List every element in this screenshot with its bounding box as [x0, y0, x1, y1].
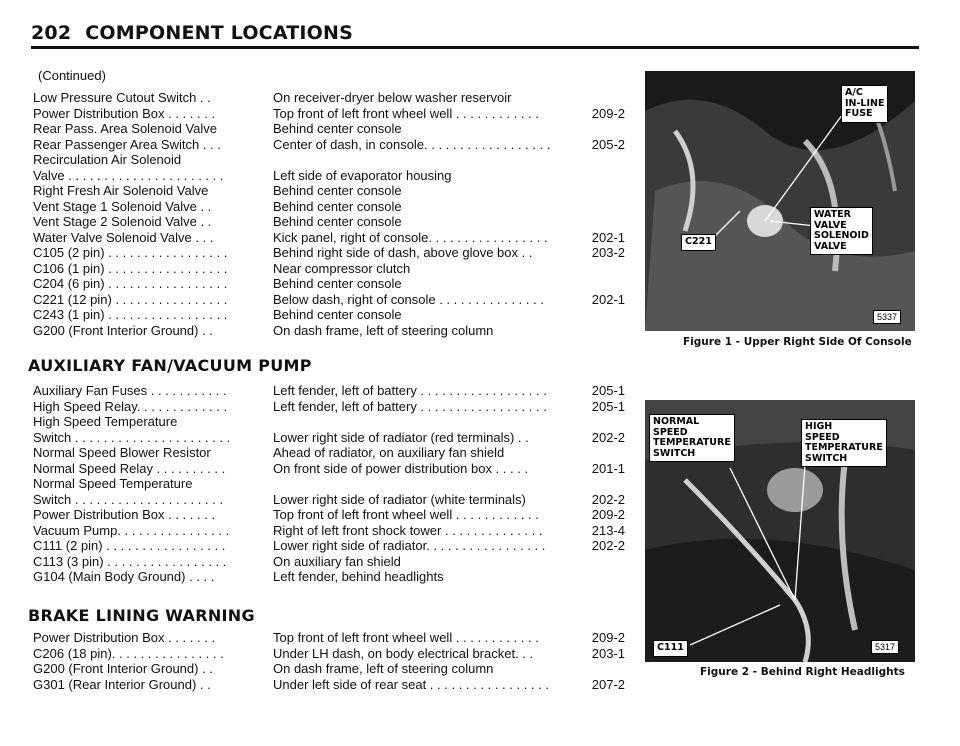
page-reference: [565, 90, 625, 106]
component-name: C113 (3 pin) . . . . . . . . . . . . . . . . .: [33, 553, 227, 569]
component-location: Below dash, right of console . . . . . . . . . . . . . . .: [273, 291, 544, 307]
table-row: [33, 661, 633, 677]
component-location: On front side of power distribution box . . . . .: [273, 460, 529, 476]
component-name: Normal Speed Blower Resistor: [33, 445, 211, 460]
table-row: [33, 230, 633, 246]
table-row: [33, 323, 633, 339]
page-reference: [565, 152, 625, 168]
component-name: C221 (12 pin) . . . . . . . . . . . . . . . .: [33, 291, 228, 307]
table-row: [33, 399, 633, 415]
section-brake-lining: [33, 630, 633, 692]
component-name: G301 (Rear Interior Ground) . .: [33, 676, 211, 692]
page-reference: [565, 307, 625, 323]
page-reference: 209-2: [591, 105, 625, 121]
figure-1-caption: Figure 1 - Upper Right Side Of Console: [683, 336, 912, 348]
component-location: Behind right side of dash, above glove box . .: [273, 245, 533, 260]
callout-c111: C111: [653, 640, 688, 657]
table-row: [33, 646, 633, 662]
component-name: Switch . . . . . . . . . . . . . . . . . . . . . .: [33, 429, 231, 445]
component-name: High Speed Relay. . . . . . . . . . . . .: [33, 398, 228, 414]
figure-2-photo: [645, 400, 915, 662]
table-row: [33, 445, 633, 461]
component-location: On receiver-dryer below washer reservoir: [273, 90, 512, 105]
figure-1-photo: [645, 71, 915, 331]
callout-high-speed-temp-switch: HIGH SPEED TEMPERATURE SWITCH: [801, 419, 887, 467]
component-location: Left side of evaporator housing: [273, 167, 452, 183]
component-location: Lower right side of radiator (red terminals) . .: [273, 429, 529, 445]
component-location: Top front of left front wheel well . . . . . . . . . . . .: [273, 105, 539, 121]
component-location: Near compressor clutch: [273, 260, 411, 276]
figure-1-image-number: 5337: [873, 310, 901, 324]
table-row: [33, 261, 633, 277]
table-row: [33, 414, 633, 430]
component-name: Recirculation Air Solenoid: [33, 152, 182, 167]
page-reference: [565, 183, 625, 199]
page-header: [31, 22, 919, 49]
component-location: On dash frame, left of steering column: [273, 322, 494, 338]
page-reference: [565, 199, 625, 215]
component-name: C206 (18 pin). . . . . . . . . . . . . . . .: [33, 645, 224, 661]
page-reference: 202-1: [591, 229, 625, 245]
component-name: Power Distribution Box . . . . . . .: [33, 105, 216, 121]
page-reference: 209-2: [591, 630, 625, 645]
page-reference: 207-2: [591, 676, 625, 692]
component-name: C111 (2 pin) . . . . . . . . . . . . . . . . .: [33, 538, 226, 553]
component-location: Ahead of radiator, on auxiliary fan shield: [273, 445, 505, 460]
continued-label: (Continued): [38, 68, 106, 83]
callout-water-valve-solenoid: WATER VALVE SOLENOID VALVE: [810, 207, 873, 255]
table-row: [33, 507, 633, 523]
table-row: [33, 461, 633, 477]
component-location: [273, 152, 565, 168]
component-location: Top front of left front wheel well . . . . . . . . . . . .: [273, 630, 539, 645]
table-row: [33, 106, 633, 122]
section-auxiliary-fan: [33, 383, 633, 585]
table-row: [33, 90, 633, 106]
component-location: Center of dash, in console. . . . . . . . . . . . . . . . . .: [273, 136, 551, 152]
component-name: Vent Stage 1 Solenoid Valve . .: [33, 198, 212, 214]
component-name: Switch . . . . . . . . . . . . . . . . . . . . .: [33, 491, 223, 507]
section-continued: [33, 90, 633, 338]
table-row: [33, 276, 633, 292]
table-row: [33, 383, 633, 399]
page-reference: 205-2: [591, 136, 625, 152]
table-row: [33, 476, 633, 492]
component-location: Behind center console: [273, 121, 402, 136]
page-reference: [565, 445, 625, 461]
page-reference: [565, 121, 625, 137]
component-location: Lower right side of radiator. . . . . . . . . . . . . . . . .: [273, 538, 546, 553]
table-row: [33, 121, 633, 137]
page-reference: [565, 554, 625, 570]
component-location: [273, 414, 565, 430]
table-row: [33, 152, 633, 168]
callout-c221: C221: [681, 234, 716, 251]
table-row: [33, 492, 633, 508]
page-reference: [565, 476, 625, 492]
page-reference: [565, 661, 625, 677]
table-row: [33, 168, 633, 184]
component-name: Vacuum Pump. . . . . . . . . . . . . . . .: [33, 522, 230, 538]
page-reference: 209-2: [591, 507, 625, 522]
table-row: [33, 538, 633, 554]
component-name: Right Fresh Air Solenoid Valve: [33, 183, 209, 198]
component-location: On auxiliary fan shield: [273, 553, 401, 569]
page-reference: 203-1: [591, 645, 625, 661]
component-location: Behind center console: [273, 307, 402, 322]
component-name: Normal Speed Relay . . . . . . . . . .: [33, 460, 226, 476]
component-location: Behind center console: [273, 198, 402, 214]
figure-2-caption: Figure 2 - Behind Right Headlights: [700, 666, 905, 678]
component-location: Top front of left front wheel well . . . . . . . . . . . .: [273, 507, 539, 522]
component-name: G104 (Main Body Ground) . . . .: [33, 569, 215, 584]
component-location: Left fender, left of battery . . . . . . . . . . . . . . . . . .: [273, 398, 547, 414]
table-row: [33, 630, 633, 646]
page-reference: [565, 276, 625, 292]
table-row: [33, 137, 633, 153]
table-row: [33, 677, 633, 693]
component-location: Behind center console: [273, 276, 402, 291]
page-reference: 213-4: [591, 522, 625, 538]
table-row: [33, 430, 633, 446]
page-reference: 202-2: [591, 491, 625, 507]
page-reference: 202-1: [591, 291, 625, 307]
table-row: [33, 307, 633, 323]
section-title-brake-lining: BRAKE LINING WARNING: [28, 606, 255, 625]
page-reference: [565, 168, 625, 184]
component-name: G200 (Front Interior Ground) . .: [33, 661, 213, 676]
page-reference: 201-1: [591, 460, 625, 476]
page-reference: 202-2: [591, 429, 625, 445]
component-location: On dash frame, left of steering column: [273, 661, 494, 676]
table-row: [33, 245, 633, 261]
table-row: [33, 199, 633, 215]
component-location: Lower right side of radiator (white terminals): [273, 491, 526, 507]
component-location: Kick panel, right of console. . . . . . . . . . . . . . . . .: [273, 229, 548, 245]
section-title-auxiliary-fan: AUXILIARY FAN/VACUUM PUMP: [28, 356, 312, 375]
component-location: Under LH dash, on body electrical bracket. . .: [273, 645, 534, 661]
page-reference: 205-1: [591, 383, 625, 398]
component-location: Under left side of rear seat . . . . . . . . . . . . . . . . .: [273, 676, 549, 692]
component-name: Low Pressure Cutout Switch . .: [33, 90, 211, 105]
component-name: C106 (1 pin) . . . . . . . . . . . . . . . . .: [33, 260, 228, 276]
page-number: 202: [31, 22, 72, 44]
component-location: Left fender, behind headlights: [273, 569, 444, 584]
component-name: High Speed Temperature: [33, 414, 178, 429]
table-row: [33, 214, 633, 230]
page-reference: [565, 261, 625, 277]
component-name: C105 (2 pin) . . . . . . . . . . . . . . . . .: [33, 245, 228, 260]
page-reference: [565, 323, 625, 339]
callout-ac-inline-fuse: A/C IN-LINE FUSE: [841, 85, 888, 123]
component-location: Left fender, left of battery . . . . . . . . . . . . . . . . . .: [273, 383, 547, 398]
component-location: Right of left front shock tower . . . . . . . . . . . . . .: [273, 522, 543, 538]
component-name: C243 (1 pin) . . . . . . . . . . . . . . . . .: [33, 307, 228, 322]
page-reference: [565, 214, 625, 230]
callout-normal-speed-temp-switch: NORMAL SPEED TEMPERATURE SWITCH: [649, 414, 735, 462]
figure-2-image-number: 5317: [871, 640, 899, 654]
component-name: Valve . . . . . . . . . . . . . . . . . . . . . .: [33, 167, 224, 183]
page-reference: [565, 569, 625, 585]
component-location: Behind center console: [273, 214, 402, 229]
table-row: [33, 292, 633, 308]
page-reference: [565, 414, 625, 430]
component-name: G200 (Front Interior Ground) . .: [33, 322, 213, 338]
page-reference: 203-2: [591, 245, 625, 260]
component-name: Rear Pass. Area Solenoid Valve: [33, 121, 218, 136]
component-location: Behind center console: [273, 183, 402, 198]
page-heading: [31, 22, 919, 44]
component-location: [273, 476, 565, 492]
component-name: C204 (6 pin) . . . . . . . . . . . . . . . . .: [33, 276, 228, 291]
table-row: [33, 523, 633, 539]
component-name: Power Distribution Box . . . . . . .: [33, 507, 216, 522]
table-row: [33, 554, 633, 570]
component-name: Vent Stage 2 Solenoid Valve . .: [33, 214, 212, 229]
component-name: Auxiliary Fan Fuses . . . . . . . . . . .: [33, 383, 227, 398]
page-reference: 205-1: [591, 398, 625, 414]
page-reference: 202-2: [591, 538, 625, 553]
table-row: [33, 569, 633, 585]
header-rule: [31, 46, 919, 49]
page-title: COMPONENT LOCATIONS: [85, 22, 354, 44]
component-name: Normal Speed Temperature: [33, 476, 193, 491]
component-name: Rear Passenger Area Switch . . .: [33, 136, 221, 152]
table-row: [33, 183, 633, 199]
component-name: Power Distribution Box . . . . . . .: [33, 630, 216, 645]
component-name: Water Valve Solenoid Valve . . .: [33, 229, 214, 245]
